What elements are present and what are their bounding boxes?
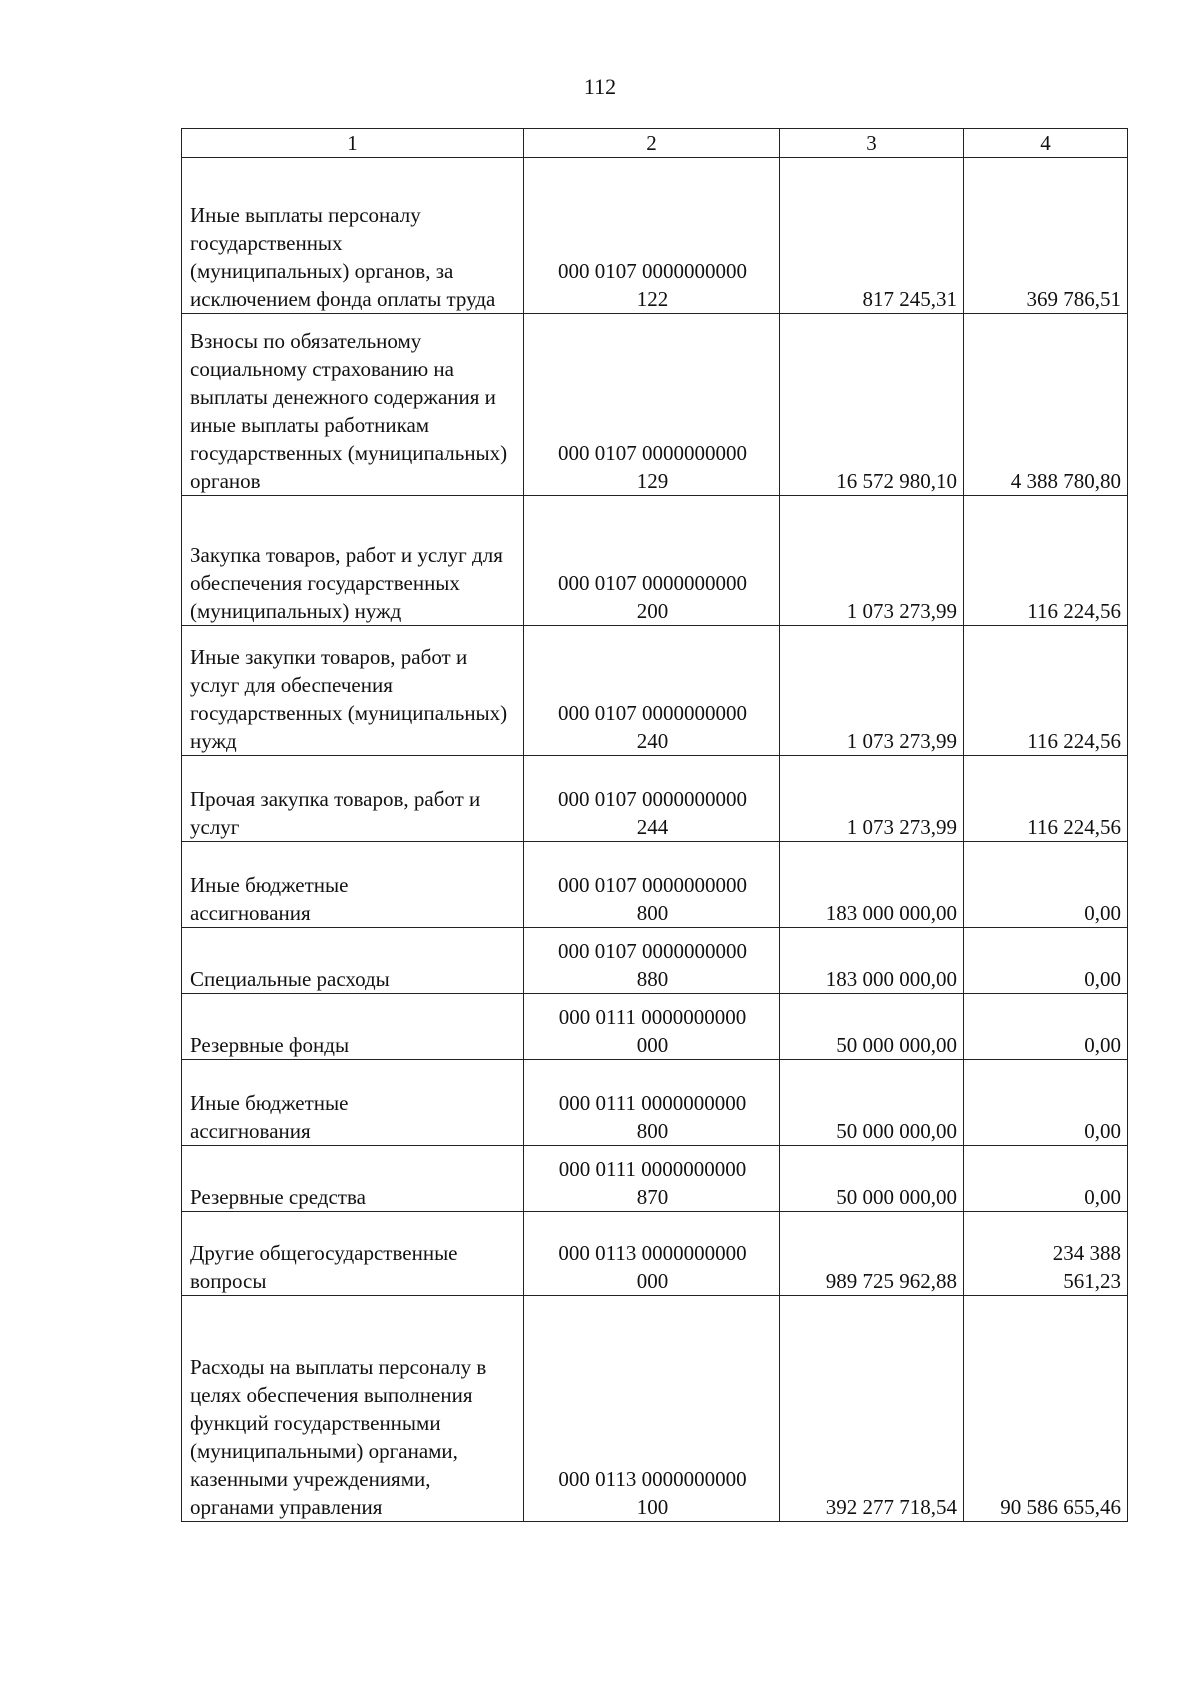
table-row xyxy=(182,158,1128,314)
table-row xyxy=(182,756,1128,842)
code-prefix: 000 0113 0000000000 xyxy=(558,1467,747,1491)
row-value-col4: 0,00 xyxy=(964,1146,1128,1212)
code-prefix: 000 0107 0000000000 xyxy=(558,939,747,963)
row-value-col3: 50 000 000,00 xyxy=(780,1146,964,1212)
table-row xyxy=(182,1060,1128,1146)
code-prefix: 000 0107 0000000000 xyxy=(558,701,747,725)
row-value-col3: 50 000 000,00 xyxy=(780,1060,964,1146)
row-value-col3: 183 000 000,00 xyxy=(780,928,964,994)
row-value-col4: 90 586 655,46 xyxy=(964,1296,1128,1522)
row-name: Специальные расходы xyxy=(182,928,524,994)
row-value-col4: 0,00 xyxy=(964,994,1128,1060)
row-name: Иные бюджетные ассигнования xyxy=(182,842,524,928)
row-value-col3: 1 073 273,99 xyxy=(780,626,964,756)
page-number: 112 xyxy=(583,74,617,99)
row-value-col4: 0,00 xyxy=(964,1060,1128,1146)
table-row xyxy=(182,314,1128,496)
code-suffix: 100 xyxy=(636,1495,669,1519)
row-value-col4: 116 224,56 xyxy=(964,626,1128,756)
row-value-col3: 392 277 718,54 xyxy=(780,1296,964,1522)
row-code xyxy=(524,496,780,626)
column-header-3: 3 xyxy=(780,129,964,158)
row-code xyxy=(524,928,780,994)
row-name: Взносы по обязательному социальному страхованию на выплаты денежного содержания и иные выплаты работникам государственных (муниципальных) органов xyxy=(182,314,524,496)
row-name: Резервные средства xyxy=(182,1146,524,1212)
table-row xyxy=(182,994,1128,1060)
table-row xyxy=(182,928,1128,994)
column-header-2: 2 xyxy=(524,129,780,158)
budget-table xyxy=(181,128,1128,1522)
row-name: Иные бюджетные ассигнования xyxy=(182,1060,524,1146)
code-prefix: 000 0107 0000000000 xyxy=(558,571,747,595)
table-row xyxy=(182,1146,1128,1212)
code-prefix: 000 0107 0000000000 xyxy=(558,441,747,465)
column-header-1: 1 xyxy=(182,129,524,158)
code-suffix: 800 xyxy=(636,1119,669,1143)
code-prefix: 000 0107 0000000000 xyxy=(558,259,747,283)
row-code xyxy=(524,1146,780,1212)
row-name: Резервные фонды xyxy=(182,994,524,1060)
row-value-col3: 183 000 000,00 xyxy=(780,842,964,928)
code-prefix: 000 0107 0000000000 xyxy=(558,873,747,897)
row-name: Иные выплаты персоналу государственных (муниципальных) органов, за исключением фонда оплаты труда xyxy=(182,158,524,314)
row-value-col4: 369 786,51 xyxy=(964,158,1128,314)
code-prefix: 000 0111 0000000000 xyxy=(558,1091,747,1115)
row-code xyxy=(524,842,780,928)
table-header-row xyxy=(182,129,1128,158)
row-code xyxy=(524,1296,780,1522)
table-row xyxy=(182,626,1128,756)
row-value-col4: 116 224,56 xyxy=(964,496,1128,626)
row-code xyxy=(524,158,780,314)
code-prefix: 000 0111 0000000000 xyxy=(558,1005,747,1029)
code-suffix: 800 xyxy=(636,901,669,925)
row-code xyxy=(524,314,780,496)
column-header-4: 4 xyxy=(964,129,1128,158)
row-value-col4: 0,00 xyxy=(964,842,1128,928)
code-prefix: 000 0111 0000000000 xyxy=(558,1157,747,1181)
row-name: Другие общегосударственные вопросы xyxy=(182,1212,524,1296)
code-prefix: 000 0113 0000000000 xyxy=(558,1241,747,1265)
row-name: Расходы на выплаты персоналу в целях обеспечения выполнения функций государственными (муниципальными) органами, казенными учреждениями, органами управления xyxy=(182,1296,524,1522)
row-name: Закупка товаров, работ и услуг для обеспечения государственных (муниципальных) нужд xyxy=(182,496,524,626)
code-suffix: 240 xyxy=(636,729,669,753)
row-value-col4: 4 388 780,80 xyxy=(964,314,1128,496)
table-row xyxy=(182,496,1128,626)
row-code xyxy=(524,626,780,756)
row-code xyxy=(524,756,780,842)
row-value-col3: 989 725 962,88 xyxy=(780,1212,964,1296)
code-prefix: 000 0107 0000000000 xyxy=(558,787,747,811)
row-name: Прочая закупка товаров, работ и услуг xyxy=(182,756,524,842)
code-suffix: 000 xyxy=(636,1033,669,1057)
row-code xyxy=(524,1212,780,1296)
row-name: Иные закупки товаров, работ и услуг для обеспечения государственных (муниципальных) нужд xyxy=(182,626,524,756)
code-suffix: 122 xyxy=(636,287,669,311)
row-value-col3: 1 073 273,99 xyxy=(780,756,964,842)
code-suffix: 870 xyxy=(636,1185,669,1209)
code-suffix: 244 xyxy=(636,815,669,839)
code-suffix: 200 xyxy=(636,599,669,623)
row-value-col3: 817 245,31 xyxy=(780,158,964,314)
table-row xyxy=(182,1296,1128,1522)
table-row xyxy=(182,1212,1128,1296)
code-suffix: 129 xyxy=(636,469,669,493)
row-value-col4: 234 388 561,23 xyxy=(964,1212,1128,1296)
row-code xyxy=(524,1060,780,1146)
code-suffix: 000 xyxy=(636,1269,669,1293)
code-suffix: 880 xyxy=(636,967,669,991)
row-value-col4: 116 224,56 xyxy=(964,756,1128,842)
row-code xyxy=(524,994,780,1060)
row-value-col3: 16 572 980,10 xyxy=(780,314,964,496)
row-value-col3: 1 073 273,99 xyxy=(780,496,964,626)
table-row xyxy=(182,842,1128,928)
row-value-col4: 0,00 xyxy=(964,928,1128,994)
row-value-col3: 50 000 000,00 xyxy=(780,994,964,1060)
